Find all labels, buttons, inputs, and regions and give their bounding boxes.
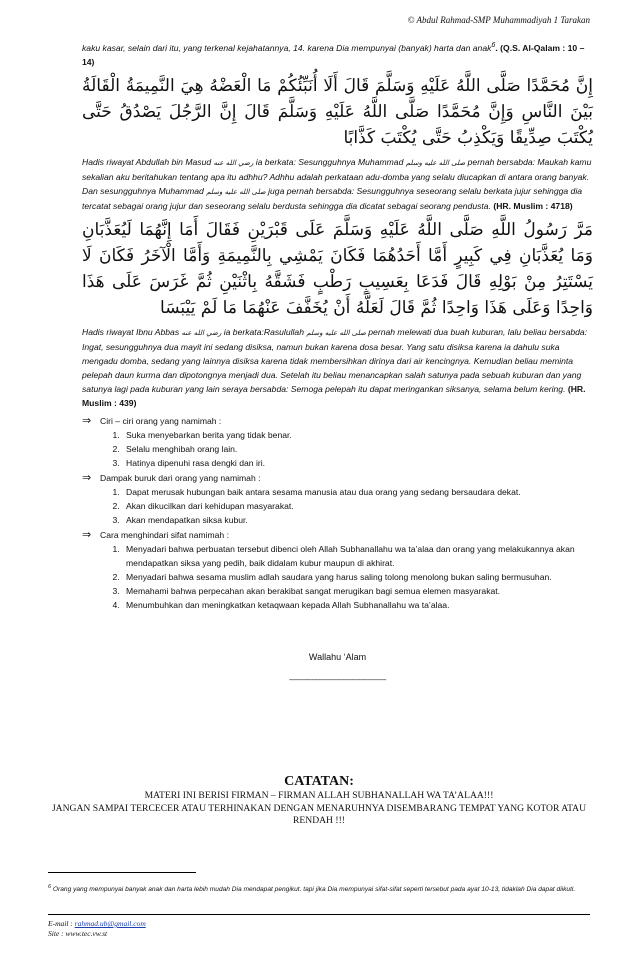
dashed-separator: -----------------------------------------------------: [288, 676, 387, 684]
catatan-line-1: MATERI INI BERISI FIRMAN – FIRMAN ALLAH SUBHANALLAH WA TA’ALAA!!!: [144, 790, 494, 801]
footnote-text: Orang yang mempunyai banyak anak dan harta lebih mudah Dia mendapat pengikut. tapi jika Dia mempunyai sifat-sifat seperti tersebut pada ayat 10-13, tidaklah Dia dapat diikuti.: [52, 886, 576, 894]
arrow-icon: ⇒: [82, 414, 92, 427]
main-content: [82, 38, 593, 688]
intro-ref: . (Q.S. Al-Qalam : 10 – 14): [82, 42, 585, 67]
section-title: Ciri – ciri orang yang namimah :: [100, 415, 222, 426]
arrow-icon: ⇒: [82, 528, 92, 541]
hadith-1-part-b: ia berkata: Sesungguhnya Muhammad: [255, 156, 404, 167]
footnote-divider: [48, 872, 196, 873]
list-item: 3. Akan mendapatkan siksa kubur.: [122, 513, 593, 527]
hadith-2-honorific-2: صلى الله عليه وسلم: [306, 328, 366, 337]
list-item: 3. Memahami bahwa perpecahan akan berakibat sangat merugikan bagi semua elemen masyarakat.: [122, 584, 593, 598]
footnote-ref: 6: [491, 41, 496, 49]
hadith-1-ref: (HR. Muslim : 4718): [493, 200, 573, 211]
hadith-2-part-b: ia berkata:Rasulullah: [223, 326, 304, 337]
footnote-number: 6: [48, 884, 52, 890]
arrow-icon: ⇒: [82, 471, 92, 484]
page-header: © Abdul Rahmad-SMP Muhammadiyah 1 Tarakan: [407, 15, 590, 25]
list-item: 1. Suka menyebarkan berita yang tidak benar.: [122, 428, 593, 442]
hadith-1-part-d: juga pernah bersabda: Sesungguhnya seseorang selalu berkata jujur sehingga dia tercatat sebagai orang jujur dan seseorang selalu berdusta sehingga dia dicatat sebagai seorang pendusta.: [82, 185, 583, 211]
footnote: [48, 882, 590, 895]
page-footer: [48, 919, 146, 939]
hadith-2-honorific-1: رضي الله عنه: [181, 328, 222, 337]
list-item: 4. Menumbuhkan dan meningkatkan ketaqwaan kepada Allah Subhanallahu wa ta’alaa.: [122, 598, 593, 612]
hadith-1-honorific-3: صلى الله عليه وسلم: [206, 187, 266, 196]
hadith-1-honorific-1: رضي الله عنه: [213, 158, 254, 167]
list-item: 2. Selalu menghibah orang lain.: [122, 442, 593, 456]
intro-paragraph: [82, 38, 593, 69]
hadith-1-honorific-2: صلى الله عليه وسلم: [405, 158, 466, 167]
email-link[interactable]: rahmad.ub@gmail.com: [74, 919, 146, 928]
hadith-2-part-c: pernah melewati dua buah kuburan, lalu beliau bersabda: Ingat, sesungguhnya dua mayit ini sedang disiksa, namun bukan karena dosa besar. Yang satu disiksa karena ia dahulu suka mengadu domba, sedang yang lainnya disiksa karena tidak membersihkan dirinya dari air kencingnya. Kemudian beliau meminta pelepah daun kurma dan dipotongnya menjadi dua. Setelah itu beliau menancapkan salah satunya pada sebuah kuburan dan yang satunya lagi pada kuburan yang lain seraya bersabda: Semoga pelepah itu dapat meringankan siksanya, selama belum kering.: [82, 326, 588, 394]
list-item: 2. Akan dikucilkan dari kehidupan masyarakat.: [122, 499, 593, 513]
section-dampak: [82, 471, 593, 485]
hadith-1-part-a: Hadis riwayat Abdullah bin Masud: [82, 156, 212, 167]
email-label: E-mail :: [48, 919, 73, 928]
arabic-hadith-1: إِنَّ مُحَمَّدًا صَلَّى اللَّهُ عَلَيْهِ وَسَلَّمَ قَالَ أَلَا أُنَبِّئُكُمْ مَا الْعَضْهُ هِيَ النَّمِيمَةُ الْقَالَةُ بَيْنَ النَّاسِ وَإِنَّ مُحَمَّدًا صَلَّى اللَّهُ عَلَيْهِ وَسَلَّمَ قَالَ إِنَّ الرَّجُلَ يَصْدُقُ حَتَّى يُكْتَبَ صِدِّيقًا وَيَكْذِبُ حَتَّى يُكْتَبَ كَذَّابًا: [82, 75, 593, 148]
list-item: 2. Menyadari bahwa sesama muslim adlah saudara yang harus saling tolong menolong bukan saling bermusuhan.: [122, 570, 593, 584]
closing-wallahu: Wallahu ‘Alam: [308, 651, 367, 662]
site-label: Site :: [48, 929, 64, 938]
list-item: 3. Hatinya dipenuhi rasa dengki dan iri.: [122, 456, 593, 470]
list-dampak: [82, 485, 593, 527]
catatan-line-2: JANGAN SAMPAI TERCECER ATAU TERHINAKAN DENGAN MENARUHNYA DISEMBARANG TEMPAT YANG KOTOR ATAU RENDAH !!!: [51, 802, 587, 826]
section-title: Cara menghindari sifat namimah :: [100, 529, 229, 540]
list-ciri: [82, 428, 593, 470]
footer-divider: [48, 914, 590, 915]
hadith-1-translation: [82, 155, 593, 213]
section-ciri: [82, 414, 593, 428]
catatan-title: CATATAN:: [284, 774, 354, 789]
hadith-2-ref: (HR. Muslim : 439): [82, 383, 586, 408]
hadith-2-translation: [82, 325, 593, 410]
hadith-2-part-a: Hadis riwayat Ibnu Abbas: [82, 326, 180, 337]
list-cara: [82, 542, 593, 612]
section-title: Dampak buruk dari orang yang namimah :: [100, 472, 261, 483]
arabic-hadith-2: مَرَّ رَسُولُ اللَّهِ صَلَّى اللَّهُ عَلَيْهِ وَسَلَّمَ عَلَى قَبْرَيْنِ فَقَالَ أَمَا إِنَّهُمَا لَيُعَذَّبَانِ وَمَا يُعَذَّبَانِ فِي كَبِيرٍ أَمَّا أَحَدُهُمَا فَكَانَ يَمْشِي بِالنَّمِيمَةِ وَأَمَّا الْآخَرُ فَكَانَ لَا يَسْتَتِرُ مِنْ بَوْلِهِ قَالَ فَدَعَا بِعَسِيبٍ رَطْبٍ فَشَقَّهُ بِاثْنَيْنِ ثُمَّ غَرَسَ عَلَى هَذَا وَاحِدًا وَعَلَى هَذَا وَاحِدًا ثُمَّ قَالَ لَعَلَّهُ أَنْ يُخَفَّفَ عَنْهُمَا مَا لَمْ يَيْبَسَا: [82, 219, 593, 318]
list-item: 1. Menyadari bahwa perbuatan tersebut dibenci oleh Allah Subhanallahu wa ta’alaa dan orang yang melakukannya akan mendapatkan siksa yang pedih, baik didalam kubur maupun di akhirat.: [122, 542, 593, 570]
list-item: 1. Dapat merusak hubungan baik antara sesama manusia atau dua orang yang sedang bersaudara dekat.: [122, 485, 593, 499]
hadith-1-part-c: pernah bersabda: Maukah kamu sekalian aku beritahukan tentang apa itu adhhu? Adhhu adalah perkataan adu-domba yang selalu diucapkan di antara orang banyak. Dan sesungguhnya Muhammad: [82, 156, 592, 196]
catatan-block: [48, 774, 590, 828]
site-link[interactable]: www.tec.vw.st: [65, 929, 108, 938]
section-cara: [82, 528, 593, 542]
intro-text: kaku kasar, selain dari itu, yang terkenal kejahatannya, 14. karena Dia mempunyai (banyak) harta dan anak: [82, 42, 492, 53]
